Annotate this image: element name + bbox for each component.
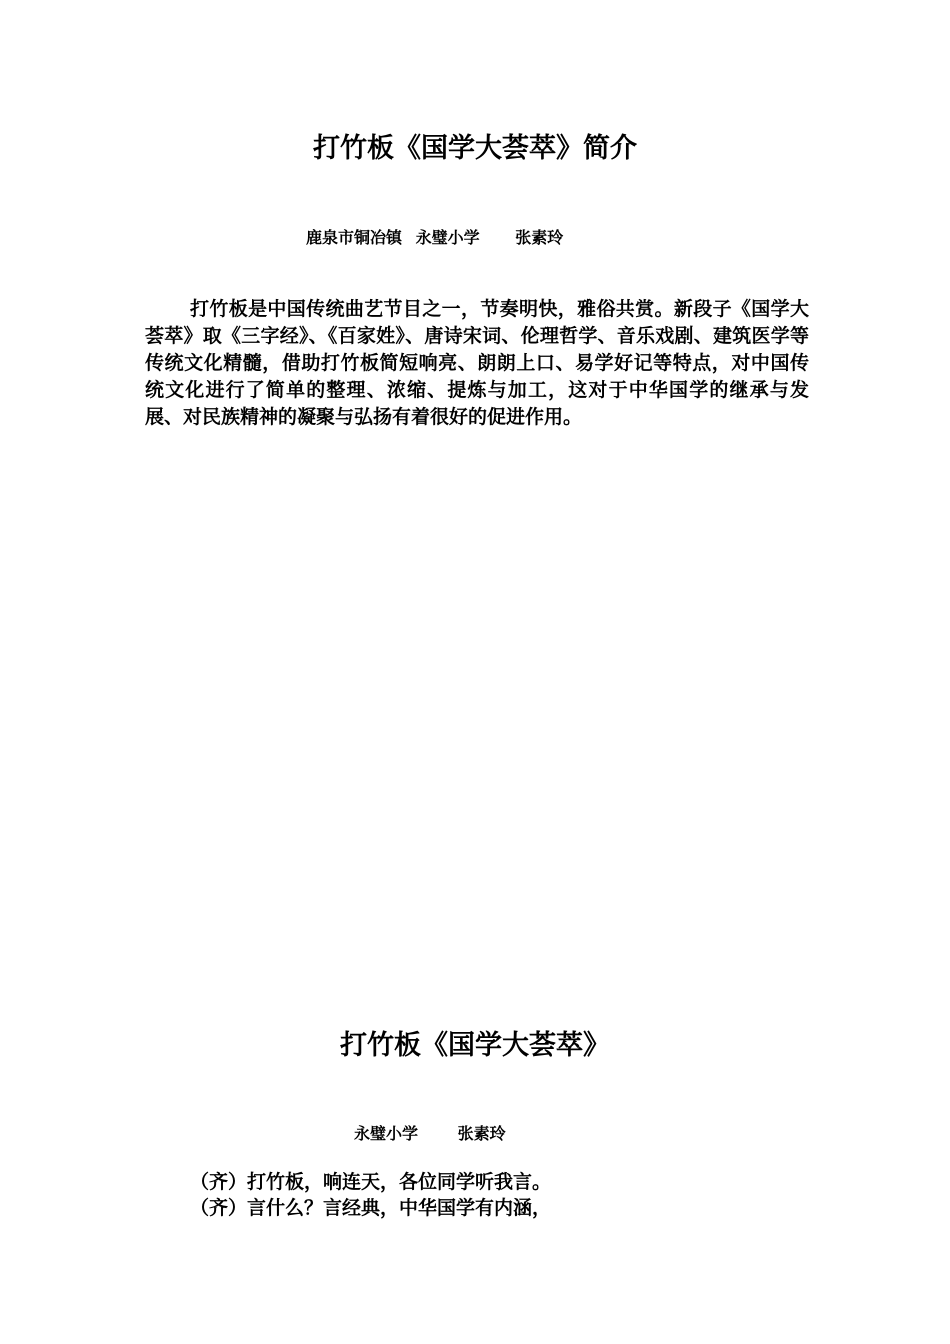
script-line-1: （齐）打竹板，响连天，各位同学听我言。 xyxy=(190,1171,552,1193)
intro-byline xyxy=(306,228,563,248)
script-byline xyxy=(354,1124,506,1144)
script-byline-author: 张素玲 xyxy=(457,1124,506,1143)
script-byline-school: 永璧小学 xyxy=(354,1124,419,1143)
script-line-2: （齐）言什么？言经典，中华国学有内涵， xyxy=(190,1197,552,1219)
intro-title: 打竹板《国学大荟萃》简介 xyxy=(313,133,637,164)
byline-school: 永璧小学 xyxy=(415,228,480,247)
byline-location: 鹿泉市铜冶镇 xyxy=(306,228,403,247)
byline-author: 张素玲 xyxy=(515,228,564,247)
intro-paragraph: 打竹板是中国传统曲艺节目之一，节奏明快，雅俗共赏。新段子《国学大荟萃》取《三字经》、《百家姓》、唐诗宋词、伦理哲学、音乐戏剧、建筑医学等传统文化精髓，借助打竹板简短响亮、朗朗上口、易学好记等特点，对中国传统文化进行了简单的整理、浓缩、提炼与加工，这对于中华国学的继承与发展、对民族精神的凝聚与弘扬有着很好的促进作用。 xyxy=(145,298,809,428)
script-title: 打竹板《国学大荟萃》 xyxy=(340,1030,610,1061)
